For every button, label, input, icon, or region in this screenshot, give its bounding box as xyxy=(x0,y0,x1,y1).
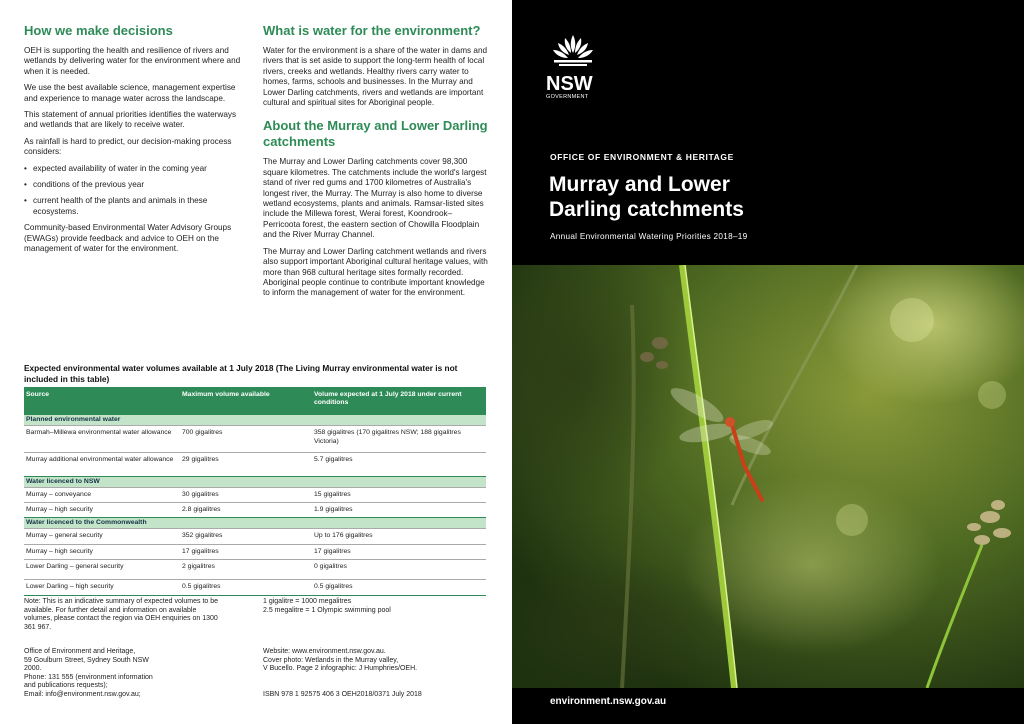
credits xyxy=(263,648,463,674)
logo-nsw-text: NSW xyxy=(546,73,593,95)
water-section xyxy=(263,23,489,299)
table-row xyxy=(24,502,486,517)
credit-line: V Bucello. Page 2 infographic: J Humphries/OEH. xyxy=(263,665,418,673)
cell-source: Murray – high security xyxy=(26,506,93,513)
address-email[interactable]: Email: info@environment.nsw.gov.au; xyxy=(24,690,141,698)
table-row xyxy=(24,528,486,544)
header-max-volume: Maximum volume available xyxy=(182,391,270,398)
table-row xyxy=(24,544,486,559)
contact-address xyxy=(24,648,164,700)
decision-bullet: • conditions of the previous year xyxy=(24,180,250,190)
conversion-note xyxy=(263,598,483,615)
cell-expected: Up to 176 gigalitres xyxy=(314,532,373,539)
cell-expected: 0 gigalitres xyxy=(314,563,347,570)
cell-source: Murray – general security xyxy=(26,532,103,539)
about-heading: About the Murray and Lower Darling catchments xyxy=(263,118,488,150)
cell-max: 700 gigalitres xyxy=(182,429,223,436)
nsw-government-logo xyxy=(546,33,600,101)
decisions-section xyxy=(24,23,250,255)
cell-expected: 17 gigalitres xyxy=(314,548,351,555)
cell-max: 352 gigalitres xyxy=(182,532,223,539)
group-row: Water licenced to NSW xyxy=(24,476,486,487)
cell-max: 0.5 gigalitres xyxy=(182,583,221,590)
cover-photo xyxy=(512,265,1024,688)
table-row xyxy=(24,559,486,579)
cover-panel xyxy=(512,0,1024,724)
address-line: Office of Environment and Heritage, xyxy=(24,648,136,655)
credit-line: Cover photo: Wetlands in the Murray valley, xyxy=(263,656,399,664)
table-row xyxy=(24,487,486,502)
conversion-pool: 2.5 megalitre = 1 Olympic swimming pool xyxy=(263,606,391,614)
decisions-para-5: Community-based Environmental Water Advisory Groups (EWAGs) provide feedback and advice to OEH on the management of water for the environment. xyxy=(24,223,232,254)
website-line[interactable]: Website: www.environment.nsw.gov.au. xyxy=(263,648,386,655)
address-line: Phone: 131 555 (environment information and publications requests); xyxy=(24,673,153,690)
cell-source: Murray – conveyance xyxy=(26,491,91,498)
cell-max: 2.8 gigalitres xyxy=(182,506,221,513)
cell-source: Lower Darling – high security xyxy=(26,583,114,590)
cell-source: Murray additional environmental water allowance xyxy=(26,456,174,463)
decisions-heading: How we make decisions xyxy=(24,23,173,38)
group-row: Water licenced to the Commonwealth xyxy=(24,517,486,528)
table-row xyxy=(24,452,486,476)
decision-bullet: • expected availability of water in the coming year xyxy=(24,164,250,174)
dragonfly-wetland-photo xyxy=(512,265,1024,688)
cell-max: 30 gigalitres xyxy=(182,491,219,498)
header-source: Source xyxy=(26,391,50,398)
cell-expected: 0.5 gigalitres xyxy=(314,583,353,590)
cover-title-line-1: Murray and Lower xyxy=(549,173,730,196)
cell-max: 29 gigalitres xyxy=(182,456,219,463)
decisions-para-3: This statement of annual priorities identifies the waterways and wetlands that are likely to receive water. xyxy=(24,110,237,130)
logo-government-text: GOVERNMENT xyxy=(546,94,589,100)
cell-source: Barmah–Millewa environmental water allowance xyxy=(26,429,172,436)
conversion-gigalitre: 1 gigalitre = 1000 megalitres xyxy=(263,598,352,605)
cell-max: 2 gigalitres xyxy=(182,563,215,570)
table-title: Expected environmental water volumes available at 1 July 2018 (The Living Murray environmental water is not included in this table) xyxy=(24,363,458,384)
decisions-para-4: As rainfall is hard to predict, our decision-making process considers: xyxy=(24,136,232,157)
cell-expected: 15 gigalitres xyxy=(314,491,351,498)
isbn-line: ISBN 978 1 92575 406 3 OEH2018/0371 July 2018 xyxy=(263,691,422,698)
cell-expected: 358 gigalitres (170 gigalitres NSW; 188 gigalitres Victoria) xyxy=(314,429,461,445)
cell-expected: 5.7 gigalitres xyxy=(314,456,353,463)
website-url[interactable]: environment.nsw.gov.au xyxy=(550,696,667,707)
table-note: Note: This is an indicative summary of expected volumes to be available. For further detail and information on available volumes, please contact the region via OEH enquiries on 1300 361 967. xyxy=(24,598,219,631)
decisions-para-2: We use the best available science, management expertise and experience to manage water across the landscape. xyxy=(24,83,236,103)
decision-bullet: • current health of the plants and animals in these ecosystems. xyxy=(24,196,250,217)
cell-source: Murray – high security xyxy=(26,548,93,555)
table-row xyxy=(24,579,486,595)
waratah-icon xyxy=(546,33,600,67)
water-volumes-table xyxy=(24,387,486,596)
table-row xyxy=(24,425,486,452)
cover-subtitle: Annual Environmental Watering Priorities 2018–19 xyxy=(550,232,748,241)
cover-title xyxy=(549,172,849,222)
group-row: Planned environmental water xyxy=(24,414,486,425)
cell-source: Lower Darling – general security xyxy=(26,563,124,570)
table-header xyxy=(24,387,486,414)
water-heading: What is water for the environment? xyxy=(263,23,481,38)
cover-title-line-2: Darling catchments xyxy=(549,198,744,221)
cell-max: 17 gigalitres xyxy=(182,548,219,555)
water-para: Water for the environment is a share of the water in dams and rivers that is set aside to support the long-term health of local rivers, creeks and wetlands. Healthy rivers carry water to homes, farms, schools and businesses. In the Murray and Lower Darling catchments, rivers and wetlands are important cultural and spiritual sites for Aboriginal people. xyxy=(263,46,488,108)
decisions-para-1: OEH is supporting the health and resilience of rivers and wetlands by delivering water for the environment where and when it is needed. xyxy=(24,46,241,76)
header-expected-volume: Volume expected at 1 July 2018 under current conditions xyxy=(314,391,462,407)
cell-expected: 1.9 gigalitres xyxy=(314,506,353,513)
office-name: OFFICE OF ENVIRONMENT & HERITAGE xyxy=(550,152,734,162)
about-para-2: The Murray and Lower Darling catchment wetlands and rivers also support important Aboriginal cultural heritage values, with more than 968 cultural heritage sites formally recorded. Aboriginal people continue to contribute important knowledge to inform the management of water for the environment. xyxy=(263,246,488,298)
about-para-1: The Murray and Lower Darling catchments cover 98,300 square kilometres. The catchments include the world's largest stand of river red gums and 1700 kilometres of Australia's longest river, the Murray. The Murray is also home to diverse wetland ecosystems, plants and animals. Ramsar-listed sites include the Millewa forest, Werai forest, Koondrook–Perricoota forest, the eastern section of Chowilla Floodplain and the River Murray Channel. xyxy=(263,157,487,240)
address-line: 59 Goulburn Street, Sydney South NSW 2000. xyxy=(24,656,149,673)
